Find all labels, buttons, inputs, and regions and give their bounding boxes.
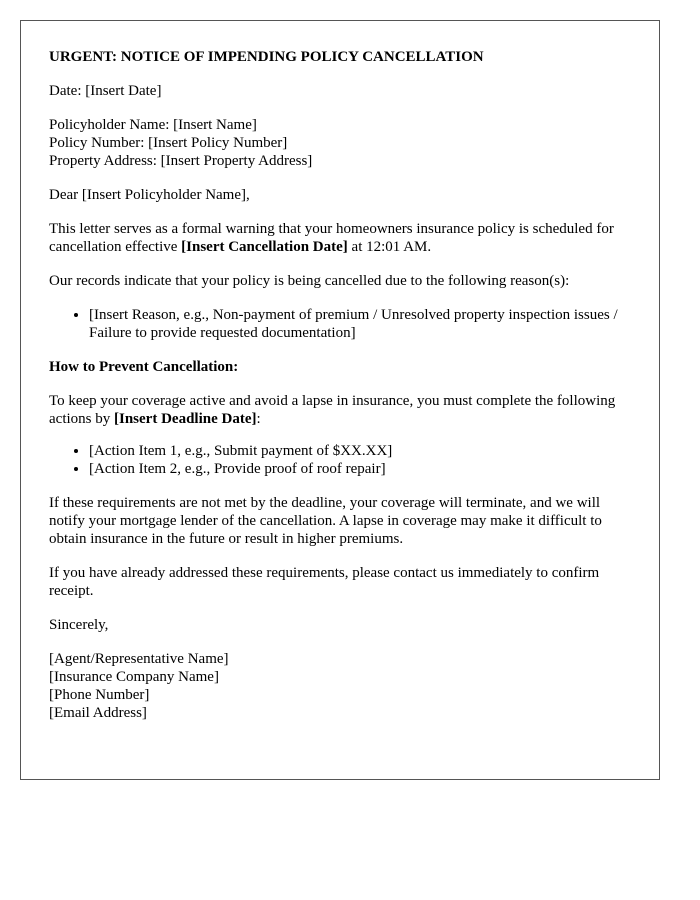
signature-block	[49, 650, 631, 722]
contact-paragraph: If you have already addressed these requirements, please contact us immediately to confirm receipt.	[49, 565, 600, 599]
agent-name: [Agent/Representative Name]	[49, 651, 229, 667]
policyholder-name-line: Policyholder Name: [Insert Name]	[49, 117, 257, 133]
property-address-line: Property Address: [Insert Property Address]	[49, 153, 313, 169]
policy-number-line: Policy Number: [Insert Policy Number]	[49, 135, 288, 151]
actions-intro-end: :	[256, 411, 261, 427]
prevent-heading-text: How to Prevent Cancellation:	[49, 359, 239, 375]
warning-intro: This letter serves as a formal warning that your homeowners insurance policy is scheduled for cancellation effective	[49, 221, 614, 255]
email-address: [Email Address]	[49, 705, 147, 721]
date-line: Date: [Insert Date]	[49, 83, 162, 99]
closing: Sincerely,	[49, 617, 109, 633]
consequence-paragraph: If these requirements are not met by the deadline, your coverage will terminate, and we will notify your mortgage lender of the cancellation. A lapse in coverage may make it difficult to obtain insurance in the future or result in higher premiums.	[49, 495, 602, 547]
action-item: • [Action Item 2, e.g., Provide proof of roof repair]	[89, 460, 631, 478]
phone-number: [Phone Number]	[49, 687, 150, 703]
reasons-intro: Our records indicate that your policy is being cancelled due to the following reason(s):	[49, 273, 570, 289]
salutation: Dear [Insert Policyholder Name],	[49, 187, 250, 203]
action-item: • [Action Item 1, e.g., Submit payment of $XX.XX]	[89, 442, 631, 460]
company-name: [Insurance Company Name]	[49, 669, 219, 685]
warning-time: at 12:01 AM.	[347, 239, 432, 255]
deadline-date: [Insert Deadline Date]	[114, 411, 257, 427]
letter-title: URGENT: NOTICE OF IMPENDING POLICY CANCELLATION	[49, 49, 484, 65]
letter-document	[20, 20, 660, 780]
prevent-heading	[49, 358, 631, 376]
reasons-list	[49, 306, 631, 342]
warning-paragraph	[49, 220, 631, 256]
actions-list	[49, 442, 631, 478]
policy-details	[49, 116, 631, 170]
reason-item: • [Insert Reason, e.g., Non-payment of premium / Unresolved property inspection issues / Failure to provide requested documentation]	[89, 306, 631, 342]
cancellation-date: [Insert Cancellation Date]	[181, 239, 348, 255]
actions-intro: To keep your coverage active and avoid a lapse in insurance, you must complete the following actions by	[49, 393, 616, 427]
actions-paragraph	[49, 392, 631, 428]
